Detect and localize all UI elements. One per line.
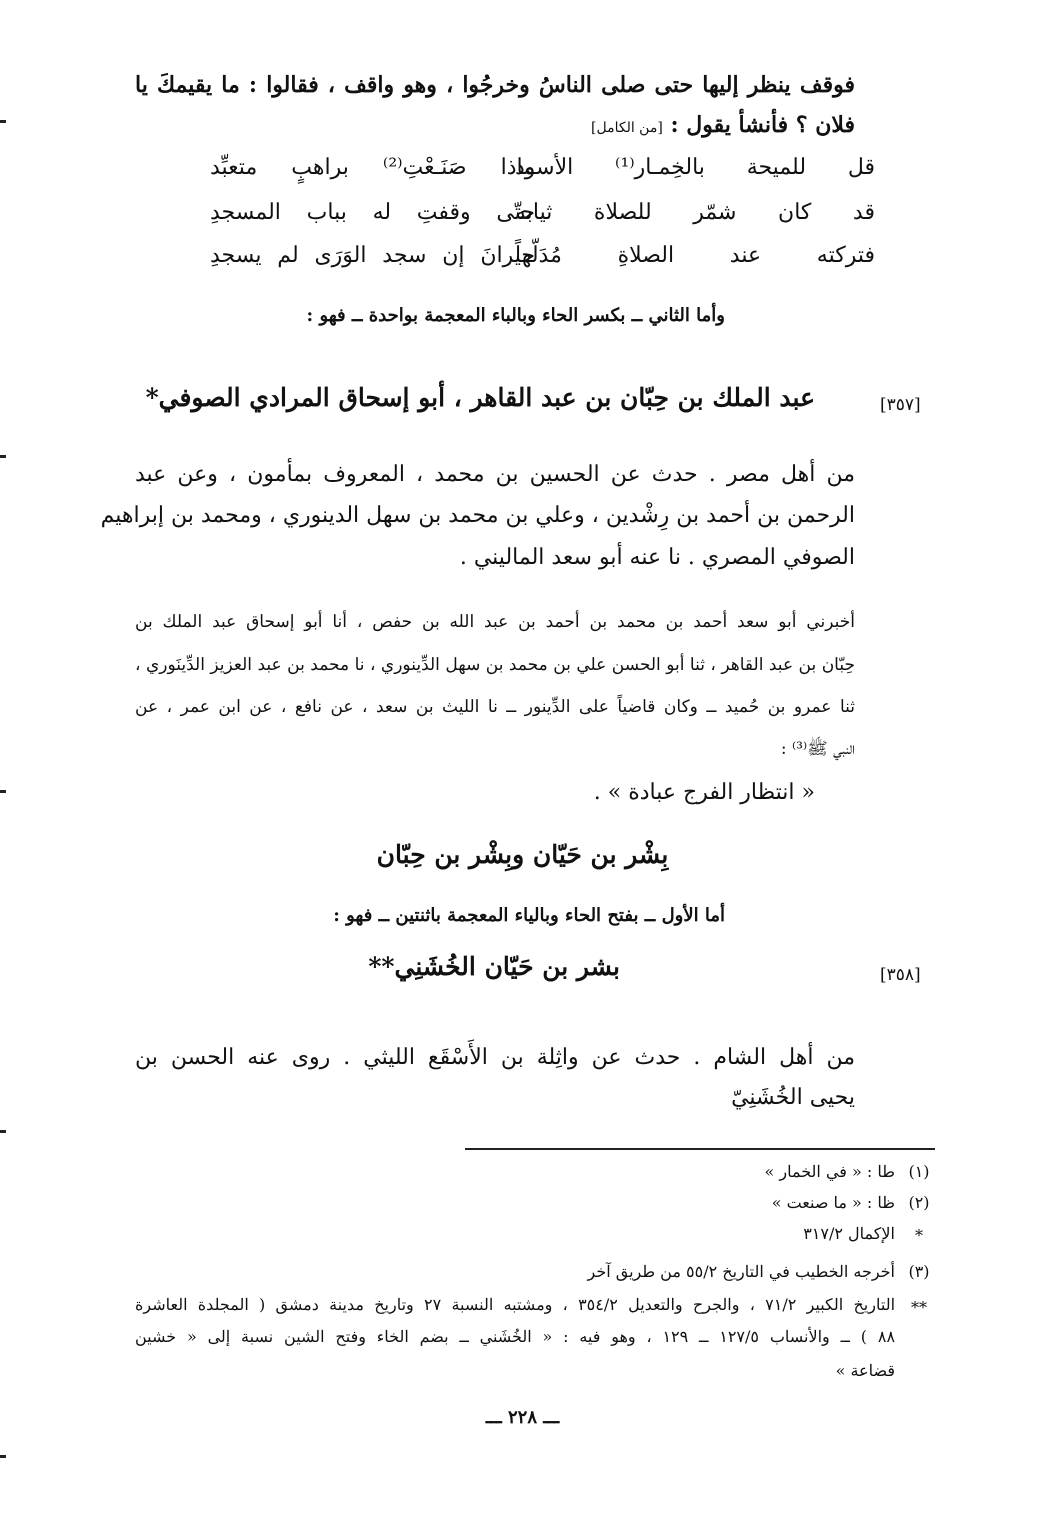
meter-label: [من الكامل] [591, 120, 663, 136]
poem-verse-2-right: قد كان شمّر للصلاة ثيابه [515, 200, 875, 225]
intro-line-1: فوقف ينظر إليها حتى صلى الناسُ وخرجُوا ، وهو واقف ، فقالوا : ما يقيمكَ يا [135, 72, 855, 98]
poem-verse-2-left: حتّى وقفتِ له بباب المسجدِ [210, 200, 535, 225]
footnote-text-star: الإكمال ٣١٧/٢ [803, 1224, 895, 1243]
footnote-mark-double-star: ** [911, 1298, 927, 1317]
bio-357-line-1: من أهل مصر . حدث عن الحسين بن محمد ، المعروف بمأمون ، وعن عبد [135, 462, 855, 487]
footnote-text-2: ظا : « ما صنعت » [771, 1193, 895, 1212]
footnote-text-1: طا : « في الخمار » [764, 1162, 895, 1181]
isnad-line-4: النبي ﷺ⁽³⁾ : [780, 739, 855, 759]
poem-verse-1-right: قل للميحة بالخِمـار⁽¹⁾ الأسود [515, 155, 875, 180]
bio-357-line-2: الرحمن بن أحمد بن رِشْدين ، وعلي بن محمد بن سهل الدينوري ، ومحمد بن إبراهيم [100, 503, 855, 528]
bio-358-line-1: من أهل الشام . حدث عن واثِلة بن الأَسْقَع الليثي . روى عنه الحسن بن [135, 1045, 855, 1070]
page-number: ـــ ٢٢٨ ـــ [485, 1407, 560, 1428]
footnote-text-double-star-1: التاريخ الكبير ٧١/٢ ، والجرح والتعديل ٣٥٤/٢ ، ومشتبه النسبة ٢٧ وتاريخ مدينة دمشق ( المجلدة العاشرة [135, 1295, 896, 1314]
scan-mark [0, 1130, 6, 1133]
isnad-line-1: أخبرني أبو سعد أحمد بن محمد بن أحمد بن عبد الله بن حفص ، أنا أبو إسحاق عبد الملك بن [135, 612, 855, 632]
footnote-mark-1: (١) [908, 1162, 930, 1181]
footnote-text-3: أخرجه الخطيب في التاريخ ٥٥/٢ من طريق آخر [587, 1262, 895, 1281]
entry-title-358: بشر بن حَيّان الخُشَنِي** [368, 952, 620, 981]
entry-title-357: عبد الملك بن حِبّان بن عبد القاهر ، أبو إسحاق المرادي الصوفي* [145, 383, 815, 412]
scan-mark [0, 455, 6, 458]
intro-line-2 [591, 112, 855, 138]
entry-number-357: [٣٥٧] [880, 395, 921, 415]
poem-verse-1-left: ماذا صَنَـعْتِ⁽²⁾ براهبٍ متعبِّد [210, 155, 535, 180]
footnote-mark-3: (٣) [908, 1262, 930, 1281]
isnad-line-2: حِبّان بن عبد القاهر ، ثنا أبو الحسن علي بن محمد بن سهل الدِّينوري ، نا محمد بن عبد العزيز الدِّينَوري ، [135, 655, 855, 675]
scan-mark [0, 1455, 6, 1458]
scan-mark [0, 790, 6, 793]
intro-line-2-text: فلان ؟ فأنشأ يقول : [670, 112, 855, 138]
poem-verse-3-left: حيرانَ إن سجد الوَرَى لم يسجدِ [210, 243, 535, 268]
hadith-text: « انتظار الفرج عبادة » . [593, 780, 815, 805]
bio-357-line-3: الصوفي المصري . نا عنه أبو سعد الماليني . [459, 545, 855, 570]
scan-mark [0, 120, 6, 123]
footnote-text-double-star-3: قضاعة » [835, 1361, 895, 1380]
poem-verse-3-right: فتركته عند الصلاةِ مُدَلّهاً [515, 243, 875, 268]
footnote-separator [465, 1148, 935, 1150]
isnad-line-3: ثنا عمرو بن حُميد ــ وكان قاضياً على الدِّينور ــ نا الليث بن سعد ، عن نافع ، عن ابن عمر ، عن [135, 697, 855, 717]
second-intro: وأما الثاني ــ بكسر الحاء وبالباء المعجمة بواحدة ــ فهو : [306, 305, 725, 326]
footnote-mark-star: * [915, 1226, 923, 1245]
footnote-text-double-star-2: ٨٨ ) ــ والأنساب ١٢٧/٥ ــ ١٢٩ ، وهو فيه : « الخُشَني ــ بضم الخاء وفتح الشين نسبة إلى « خشين [135, 1327, 896, 1346]
section-title: بِشْر بن حَيّان وبِشْر بن حِبّان [376, 840, 669, 869]
entry-number-358: [٣٥٨] [880, 965, 921, 985]
first-intro: أما الأول ــ بفتح الحاء وبالياء المعجمة باثنتين ــ فهو : [333, 905, 725, 926]
footnote-mark-2: (٢) [908, 1193, 930, 1212]
bio-358-line-2: يحيى الخُشَنِيّ [731, 1085, 855, 1110]
